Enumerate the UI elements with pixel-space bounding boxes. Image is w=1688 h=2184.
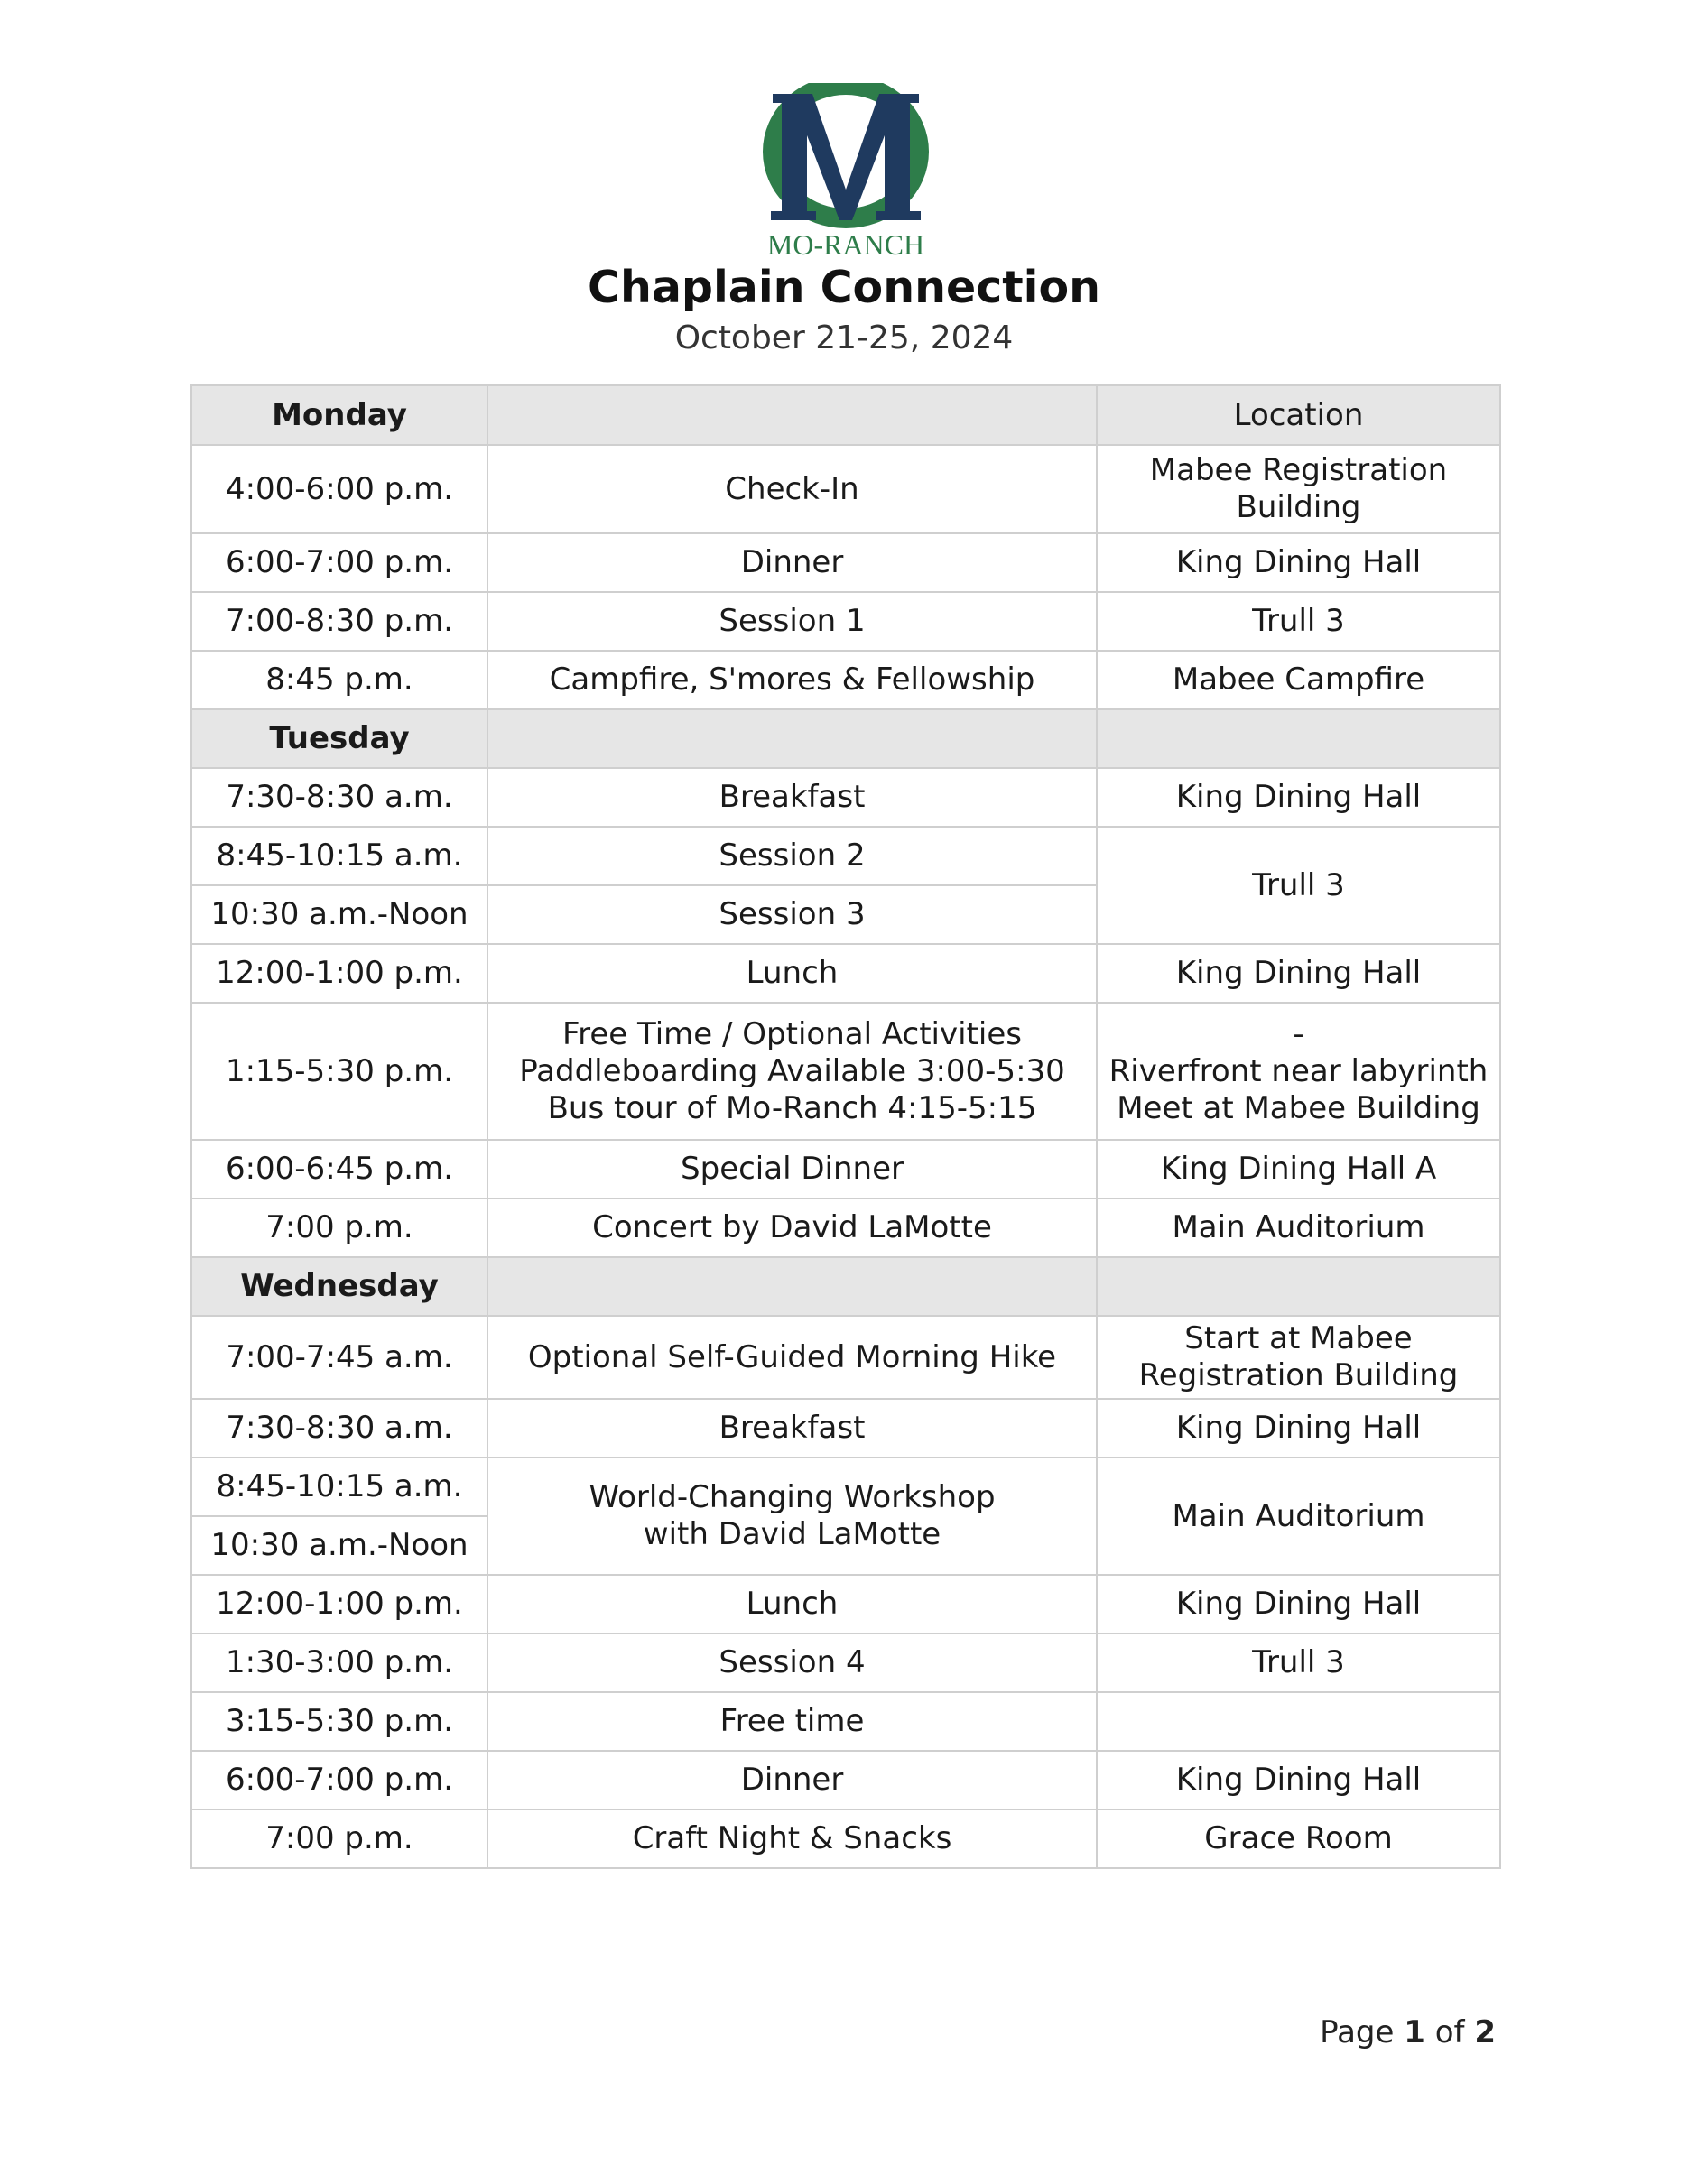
empty-cell [487, 1257, 1097, 1316]
location-cell: Grace Room [1097, 1809, 1500, 1868]
location-line: Registration Building [1138, 1357, 1459, 1393]
day-header-row [191, 709, 1500, 768]
event-cell: Lunch [487, 1575, 1097, 1633]
table-row [191, 1399, 1500, 1458]
event-cell: Dinner [487, 533, 1097, 592]
event-cell: Check-In [487, 445, 1097, 533]
event-cell: Session 1 [487, 592, 1097, 651]
event-cell [487, 1458, 1097, 1575]
of-word: of [1434, 2014, 1465, 2050]
logo-wordmark: MO-RANCH [766, 228, 925, 261]
location-cell [1097, 1316, 1500, 1399]
table-row [191, 651, 1500, 709]
location-line: - [1293, 1015, 1304, 1052]
event-line: with David LaMotte [643, 1516, 941, 1552]
time-cell: 7:00 p.m. [191, 1809, 487, 1868]
schedule-table [190, 384, 1501, 1869]
event-cell: Craft Night & Snacks [487, 1809, 1097, 1868]
event-cell [487, 1003, 1097, 1140]
location-cell: King Dining Hall [1097, 1399, 1500, 1458]
time-cell: 8:45 p.m. [191, 651, 487, 709]
location-cell: King Dining Hall [1097, 1575, 1500, 1633]
location-header: Location [1097, 385, 1500, 445]
event-line: Paddleboarding Available 3:00-5:30 [519, 1052, 1065, 1089]
location-line: Meet at Mabee Building [1117, 1089, 1480, 1126]
time-cell: 8:45-10:15 a.m. [191, 827, 487, 885]
location-cell: Trull 3 [1097, 827, 1500, 944]
table-row [191, 1316, 1500, 1399]
mo-ranch-logo [760, 83, 932, 264]
time-cell: 7:30-8:30 a.m. [191, 1399, 487, 1458]
table-row [191, 1692, 1500, 1751]
event-line: World-Changing Workshop [589, 1479, 996, 1515]
location-cell: Main Auditorium [1097, 1458, 1500, 1575]
time-cell: 1:15-5:30 p.m. [191, 1003, 487, 1140]
location-cell [1097, 445, 1500, 533]
location-cell: King Dining Hall [1097, 1751, 1500, 1809]
time-cell: 7:00-8:30 p.m. [191, 592, 487, 651]
current-page: 1 [1404, 2014, 1425, 2050]
location-cell: King Dining Hall A [1097, 1140, 1500, 1198]
day-header-row [191, 1257, 1500, 1316]
table-row [191, 944, 1500, 1003]
location-cell: King Dining Hall [1097, 768, 1500, 827]
table-row [191, 533, 1500, 592]
table-row [191, 827, 1500, 885]
location-cell: King Dining Hall [1097, 944, 1500, 1003]
time-cell: 7:00 p.m. [191, 1198, 487, 1257]
time-cell: 7:00-7:45 a.m. [191, 1316, 487, 1399]
location-cell: Mabee Campfire [1097, 651, 1500, 709]
table-row [191, 1458, 1500, 1516]
time-cell: 12:00-1:00 p.m. [191, 944, 487, 1003]
location-cell [1097, 1003, 1500, 1140]
event-cell: Lunch [487, 944, 1097, 1003]
location-cell: King Dining Hall [1097, 533, 1500, 592]
page-word: Page [1320, 2014, 1395, 2050]
day-label: Tuesday [191, 709, 487, 768]
event-cell: Free time [487, 1692, 1097, 1751]
time-cell: 6:00-7:00 p.m. [191, 533, 487, 592]
table-row [191, 1140, 1500, 1198]
location-line: Building [1236, 489, 1361, 525]
event-cell: Special Dinner [487, 1140, 1097, 1198]
event-cell: Dinner [487, 1751, 1097, 1809]
total-pages: 2 [1474, 2014, 1496, 2050]
event-cell: Session 2 [487, 827, 1097, 885]
time-cell: 12:00-1:00 p.m. [191, 1575, 487, 1633]
location-cell: Trull 3 [1097, 1633, 1500, 1692]
event-cell: Breakfast [487, 1399, 1097, 1458]
location-line: Mabee Registration [1149, 452, 1448, 488]
table-row [191, 1751, 1500, 1809]
empty-cell [1097, 709, 1500, 768]
time-cell: 10:30 a.m.-Noon [191, 1516, 487, 1575]
table-row [191, 1003, 1500, 1140]
logo-m-letter [771, 94, 921, 220]
table-row [191, 1809, 1500, 1868]
day-label: Monday [191, 385, 487, 445]
time-cell: 3:15-5:30 p.m. [191, 1692, 487, 1751]
empty-cell [487, 709, 1097, 768]
event-cell: Session 3 [487, 885, 1097, 944]
event-line: Bus tour of Mo-Ranch 4:15-5:15 [547, 1089, 1037, 1126]
page-title: Chaplain Connection [587, 262, 1101, 313]
time-cell: 4:00-6:00 p.m. [191, 445, 487, 533]
time-cell: 8:45-10:15 a.m. [191, 1458, 487, 1516]
time-cell: 1:30-3:00 p.m. [191, 1633, 487, 1692]
location-cell [1097, 1692, 1500, 1751]
table-row [191, 1198, 1500, 1257]
location-cell: Main Auditorium [1097, 1198, 1500, 1257]
event-cell: Concert by David LaMotte [487, 1198, 1097, 1257]
location-cell: Trull 3 [1097, 592, 1500, 651]
event-line: Free Time / Optional Activities [562, 1015, 1022, 1052]
table-row [191, 445, 1500, 533]
location-line: Riverfront near labyrinth [1108, 1052, 1489, 1089]
event-cell: Campfire, S'mores & Fellowship [487, 651, 1097, 709]
day-header-row [191, 385, 1500, 445]
day-label: Wednesday [191, 1257, 487, 1316]
table-row [191, 768, 1500, 827]
time-cell: 10:30 a.m.-Noon [191, 885, 487, 944]
event-cell: Session 4 [487, 1633, 1097, 1692]
location-line: Start at Mabee [1184, 1320, 1413, 1356]
time-cell: 6:00-7:00 p.m. [191, 1751, 487, 1809]
event-cell: Breakfast [487, 768, 1097, 827]
table-row [191, 1633, 1500, 1692]
event-cell: Optional Self-Guided Morning Hike [487, 1316, 1097, 1399]
page-number [1320, 2014, 1496, 2050]
time-cell: 7:30-8:30 a.m. [191, 768, 487, 827]
empty-cell [1097, 1257, 1500, 1316]
event-header [487, 385, 1097, 445]
table-row [191, 592, 1500, 651]
page-subtitle: October 21-25, 2024 [674, 319, 1014, 356]
time-cell: 6:00-6:45 p.m. [191, 1140, 487, 1198]
table-row [191, 1575, 1500, 1633]
